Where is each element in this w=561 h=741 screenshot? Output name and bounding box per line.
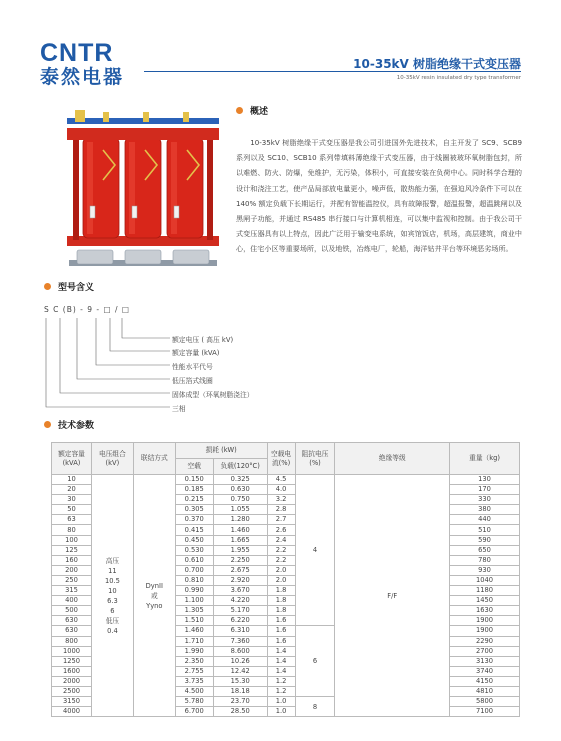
cell-load-loss: 2.920: [213, 575, 267, 585]
cell-load-loss: 0.630: [213, 485, 267, 495]
cell-capacity: 630: [52, 616, 92, 626]
cell-load-loss: 5.170: [213, 606, 267, 616]
cell-noload-loss: 2.755: [175, 666, 213, 676]
table-row: [52, 475, 520, 485]
cell-weight: 4150: [450, 676, 520, 686]
cell-capacity: 2000: [52, 676, 92, 686]
cell-noload-loss: 0.370: [175, 515, 213, 525]
cell-capacity: 160: [52, 555, 92, 565]
cell-capacity: 2500: [52, 686, 92, 696]
cell-capacity: 315: [52, 586, 92, 596]
cell-capacity: 1250: [52, 656, 92, 666]
model-legend-capacity: 额定容量 (kVA): [172, 349, 220, 357]
cell-capacity: 100: [52, 535, 92, 545]
cell-weight: 780: [450, 555, 520, 565]
cell-weight: 440: [450, 515, 520, 525]
cell-noload-current: 1.8: [267, 586, 295, 596]
cell-noload-loss: 3.735: [175, 676, 213, 686]
cell-load-loss: 3.670: [213, 586, 267, 596]
cell-weight: 590: [450, 535, 520, 545]
model-heading: [44, 280, 94, 293]
cell-noload-loss: 0.150: [175, 475, 213, 485]
cell-noload-current: 2.2: [267, 555, 295, 565]
cell-load-loss: 2.250: [213, 555, 267, 565]
cell-load-loss: 8.600: [213, 646, 267, 656]
cell-capacity: 30: [52, 495, 92, 505]
model-legend-phase: 三相: [172, 405, 186, 413]
cell-noload-current: 1.6: [267, 616, 295, 626]
col-voltage: 电压组合(kV): [91, 443, 133, 475]
cell-weight: 3130: [450, 656, 520, 666]
col-loss: 损耗 (kW): [175, 443, 267, 459]
cell-weight: 170: [450, 485, 520, 495]
cell-load-loss: 1.955: [213, 545, 267, 555]
cell-noload-loss: 0.810: [175, 575, 213, 585]
cell-noload-loss: 1.710: [175, 636, 213, 646]
cell-noload-loss: 0.415: [175, 525, 213, 535]
cell-noload-loss: 1.990: [175, 646, 213, 656]
model-legend-foil: 低压箔式线圈: [172, 377, 213, 385]
cell-weight: 510: [450, 525, 520, 535]
overview-heading-label: 概述: [250, 107, 269, 117]
cell-capacity: 630: [52, 626, 92, 636]
brand-latin: CNTR: [40, 39, 114, 67]
page-title: 10-35kV 树脂绝缘干式变压器: [353, 57, 521, 71]
cell-noload-current: 1.2: [267, 686, 295, 696]
cell-noload-current: 1.6: [267, 626, 295, 636]
cell-capacity: 10: [52, 475, 92, 485]
transformer-image: [63, 110, 223, 285]
cell-noload-current: 1.4: [267, 646, 295, 656]
cell-weight: 3740: [450, 666, 520, 676]
cell-capacity: 125: [52, 545, 92, 555]
cell-weight: 1900: [450, 626, 520, 636]
cell-weight: 5800: [450, 697, 520, 707]
cell-capacity: 80: [52, 525, 92, 535]
cell-weight: 380: [450, 505, 520, 515]
cell-capacity: 200: [52, 565, 92, 575]
cell-noload-loss: 5.780: [175, 697, 213, 707]
cell-capacity: 800: [52, 636, 92, 646]
orange-bullet-icon: [44, 421, 51, 428]
orange-bullet-icon: [236, 107, 243, 114]
cell-noload-current: 2.4: [267, 535, 295, 545]
tech-heading: [44, 418, 94, 431]
cell-noload-current: 1.4: [267, 656, 295, 666]
cell-noload-loss: 1.510: [175, 616, 213, 626]
cell-weight: 1450: [450, 596, 520, 606]
cell-noload-loss: 0.305: [175, 505, 213, 515]
cell-noload-current: 1.4: [267, 666, 295, 676]
cell-noload-loss: 0.530: [175, 545, 213, 555]
cell-weight: 7100: [450, 707, 520, 717]
col-insulation: 绝缘等级: [335, 443, 450, 475]
cell-noload-current: 2.7: [267, 515, 295, 525]
cell-capacity: 1600: [52, 666, 92, 676]
cell-impedance: 4: [295, 475, 335, 626]
cell-weight: 2700: [450, 646, 520, 656]
cell-noload-loss: 1.460: [175, 626, 213, 636]
model-legend-voltage: 额定电压 ( 高压 kV): [172, 336, 234, 344]
cell-load-loss: 12.42: [213, 666, 267, 676]
cell-weight: 1630: [450, 606, 520, 616]
cell-load-loss: 0.750: [213, 495, 267, 505]
cell-capacity: 20: [52, 485, 92, 495]
cell-noload-loss: 0.990: [175, 586, 213, 596]
page-subtitle: 10-35kV resin insulated dry type transformer: [396, 75, 521, 81]
model-diagram-lines: [40, 310, 175, 410]
cell-noload-current: 2.0: [267, 565, 295, 575]
cell-weight: 1180: [450, 586, 520, 596]
cell-load-loss: 15.30: [213, 676, 267, 686]
header-divider: [144, 71, 521, 72]
cell-weight: 2290: [450, 636, 520, 646]
cell-weight: 330: [450, 495, 520, 505]
cell-weight: 1900: [450, 616, 520, 626]
cell-impedance: 6: [295, 626, 335, 697]
cell-capacity: 50: [52, 505, 92, 515]
cell-noload-current: 1.2: [267, 676, 295, 686]
col-noload: 空载: [175, 459, 213, 475]
cell-capacity: 63: [52, 515, 92, 525]
cell-noload-loss: 0.700: [175, 565, 213, 575]
col-weight: 重量（kg): [450, 443, 520, 475]
cell-load-loss: 1.055: [213, 505, 267, 515]
cell-noload-loss: 0.185: [175, 485, 213, 495]
cell-weight: 650: [450, 545, 520, 555]
cell-weight: 1040: [450, 575, 520, 585]
cell-connection: DynII 或 Yyno: [133, 475, 175, 717]
cell-load-loss: 10.26: [213, 656, 267, 666]
cell-noload-loss: 6.700: [175, 707, 213, 717]
col-connection: 联结方式: [133, 443, 175, 475]
cell-noload-current: 1.8: [267, 596, 295, 606]
cell-load-loss: 28.50: [213, 707, 267, 717]
cell-load-loss: 23.70: [213, 697, 267, 707]
cell-impedance: 8: [295, 697, 335, 717]
cell-load-loss: 1.280: [213, 515, 267, 525]
cell-capacity: 250: [52, 575, 92, 585]
cell-noload-loss: 2.350: [175, 656, 213, 666]
tech-heading-label: 技术参数: [58, 421, 95, 431]
cell-capacity: 400: [52, 596, 92, 606]
cell-noload-current: 4.5: [267, 475, 295, 485]
col-capacity: 额定容量(kVA): [52, 443, 92, 475]
cell-capacity: 500: [52, 606, 92, 616]
cell-load-loss: 7.360: [213, 636, 267, 646]
cell-load-loss: 1.665: [213, 535, 267, 545]
model-code: S C (B) - 9 - □ / □: [44, 305, 130, 314]
cell-load-loss: 0.325: [213, 475, 267, 485]
cell-noload-current: 1.0: [267, 707, 295, 717]
cell-noload-current: 1.6: [267, 636, 295, 646]
page-header: [353, 55, 521, 81]
cell-load-loss: 6.310: [213, 626, 267, 636]
cell-load-loss: 4.220: [213, 596, 267, 606]
brand-logo: [40, 40, 124, 88]
cell-noload-loss: 0.450: [175, 535, 213, 545]
overview-heading: [236, 104, 268, 117]
cell-capacity: 4000: [52, 707, 92, 717]
model-legend-cast: 固体成型（环氧树脂浇注）: [172, 391, 254, 399]
orange-bullet-icon: [44, 283, 51, 290]
cell-noload-loss: 0.610: [175, 555, 213, 565]
cell-noload-loss: 0.215: [175, 495, 213, 505]
col-current: 空载电流(%): [267, 443, 295, 475]
cell-noload-current: 1.0: [267, 697, 295, 707]
cell-noload-loss: 4.500: [175, 686, 213, 696]
col-load: 负载(120°C): [213, 459, 267, 475]
model-heading-label: 型号含义: [58, 283, 95, 293]
cell-load-loss: 18.18: [213, 686, 267, 696]
cell-noload-current: 2.6: [267, 525, 295, 535]
overview-paragraph: 10-35kV 树脂绝缘干式变压器是我公司引进国外先进技术，自主开发了 SC9、SCB9 系列以及 SC10、SCB10 系列带填料薄绝缘干式变压器，由于线圈被玻环氧树脂包封，所以难燃、防火、防爆，免维护，无污染，体积小，可直接安装在负荷中心。同时科学合理的设计和浇注工艺，使产品局部放电量更小，噪声低，散热能力强，在强迫风冷条件下可以在 140% 额定负载下长期运行，并配有智能温控仪，具有故障报警，超温报警，超温跳闸以及黑闸子功能，并通过 RS485 串行接口与计算机相连，可以集中监视和控制。由于我公司干式变压器具有以上特点，因此广泛用于输变电系统，如宾馆饭店，机场，高层建筑，商业中心，住宅小区等重要场所，以及地铁，冶炼电厂，轮船，海洋钻井平台等环境恶劣场所。: [236, 138, 522, 254]
cell-capacity: 1000: [52, 646, 92, 656]
cell-noload-current: 3.2: [267, 495, 295, 505]
spec-table: [51, 442, 520, 717]
cell-load-loss: 1.460: [213, 525, 267, 535]
cell-noload-current: 4.0: [267, 485, 295, 495]
cell-noload-current: 2.8: [267, 505, 295, 515]
cell-voltage: 高压 11 10.5 10 6.3 6 低压 0.4: [91, 475, 133, 717]
cell-noload-current: 1.8: [267, 606, 295, 616]
cell-noload-current: 2.0: [267, 575, 295, 585]
col-impedance: 阻抗电压(%): [295, 443, 335, 475]
cell-load-loss: 2.675: [213, 565, 267, 575]
cell-noload-loss: 1.305: [175, 606, 213, 616]
model-legend-performance: 性能水平代号: [172, 363, 213, 371]
cell-load-loss: 6.220: [213, 616, 267, 626]
cell-weight: 130: [450, 475, 520, 485]
cell-noload-loss: 1.100: [175, 596, 213, 606]
brand-chinese: 泰然电器: [40, 66, 125, 88]
cell-noload-current: 2.2: [267, 545, 295, 555]
cell-weight: 930: [450, 565, 520, 575]
cell-insulation: F/F: [335, 475, 450, 717]
cell-capacity: 3150: [52, 697, 92, 707]
cell-weight: 4810: [450, 686, 520, 696]
